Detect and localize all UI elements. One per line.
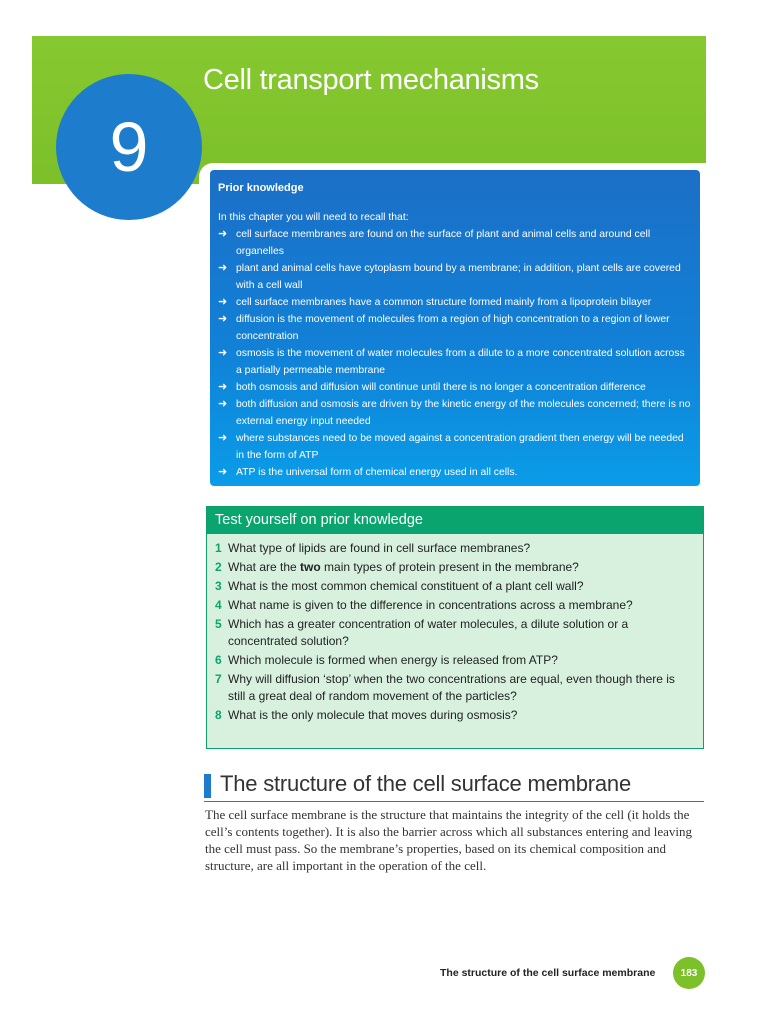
section-body-paragraph: The cell surface membrane is the structure that maintains the integrity of the cell (it holds the cell’s contents together). It is also the barrier across which all substances entering and leaving the cell must pass. So the membrane’s properties, based on its chemical composition and structure, are all important in the operation of the cell. [205,807,692,873]
section-title: The structure of the cell surface membrane [220,771,632,796]
question-text: main types of protein present in the membrane? [320,560,579,574]
prior-knowledge-item-text: both osmosis and diffusion will continue until there is no longer a concentration difference [236,382,646,393]
prior-knowledge-item-text: osmosis is the movement of water molecules from a dilute to a more concentrated solution across a partially permeable membrane [236,348,685,376]
question-number: 4 [215,598,222,612]
question-text: Which has a greater concentration of water molecules, a dilute solution or a concentrated solution? [228,617,629,648]
prior-knowledge-item-text: both diffusion and osmosis are driven by the kinetic energy of the molecules concerned; there is no external energy input needed [236,399,691,427]
arrow-right-icon: ➜ [218,398,228,410]
chapter-number-badge: 9 [56,74,202,220]
question-text: What are the [228,560,301,574]
question-number: 8 [215,708,222,722]
question-text: What is the only molecule that moves during osmosis? [228,708,518,722]
test-question [215,671,695,705]
arrow-right-icon: ➜ [218,262,228,274]
prior-knowledge-item [218,260,692,294]
arrow-right-icon: ➜ [218,347,228,359]
question-text: What is the most common chemical constituent of a plant cell wall? [228,579,584,593]
section-heading-bar [204,774,211,798]
arrow-right-icon: ➜ [218,381,228,393]
chapter-title: Cell transport mechanisms [203,64,539,96]
question-number: 5 [215,617,222,631]
prior-knowledge-item [218,311,692,345]
prior-knowledge-item [218,430,692,464]
arrow-right-icon: ➜ [218,296,228,308]
prior-knowledge-item-text: cell surface membranes are found on the surface of plant and animal cells and around cell organelles [236,229,651,257]
prior-knowledge-item [218,379,692,396]
question-number: 1 [215,541,222,555]
prior-knowledge-item-text: diffusion is the movement of molecules from a region of high concentration to a region of lower concentration [236,314,670,342]
prior-knowledge-item-text: where substances need to be moved against a concentration gradient then energy will be needed in the form of ATP [236,433,684,461]
question-text: Which molecule is formed when energy is released from ATP? [228,653,558,667]
test-question [215,578,695,595]
prior-knowledge-item [218,226,692,260]
prior-knowledge-item [218,294,692,311]
test-question [215,559,695,576]
test-question-list [207,540,703,724]
footer-running-title: The structure of the cell surface membrane [440,967,656,979]
prior-knowledge-list [218,226,692,481]
prior-knowledge-item-text: plant and animal cells have cytoplasm bound by a membrane; in addition, plant cells are covered with a cell wall [236,263,681,291]
question-number: 2 [215,560,222,574]
test-question [215,597,695,614]
question-number: 7 [215,672,222,686]
prior-knowledge-item-text: ATP is the universal form of chemical energy used in all cells. [236,467,518,478]
prior-knowledge-item [218,464,692,481]
prior-knowledge-item [218,396,692,430]
section-heading [204,771,704,802]
prior-knowledge-item-text: cell surface membranes have a common structure formed mainly from a lipoprotein bilayer [236,297,652,308]
prior-knowledge-title: Prior knowledge [218,182,304,194]
page-number-badge: 183 [673,957,705,989]
question-text: Why will diffusion ‘stop’ when the two concentrations are equal, even though there is still a great deal of random movement of the particles? [228,672,675,703]
test-question [215,540,695,557]
arrow-right-icon: ➜ [218,432,228,444]
test-question [215,707,695,724]
prior-knowledge-intro: In this chapter you will need to recall that: [218,212,409,223]
test-yourself-title: Test yourself on prior knowledge [207,507,703,534]
test-question [215,652,695,669]
prior-knowledge-box [210,170,700,486]
question-text: What name is given to the difference in concentrations across a membrane? [228,598,633,612]
prior-knowledge-item [218,345,692,379]
arrow-right-icon: ➜ [218,313,228,325]
question-emphasis: two [300,560,321,574]
question-number: 3 [215,579,222,593]
question-text: What type of lipids are found in cell surface membranes? [228,541,531,555]
arrow-right-icon: ➜ [218,466,228,478]
test-yourself-box [206,506,704,749]
question-number: 6 [215,653,222,667]
arrow-right-icon: ➜ [218,228,228,240]
test-question [215,616,695,650]
